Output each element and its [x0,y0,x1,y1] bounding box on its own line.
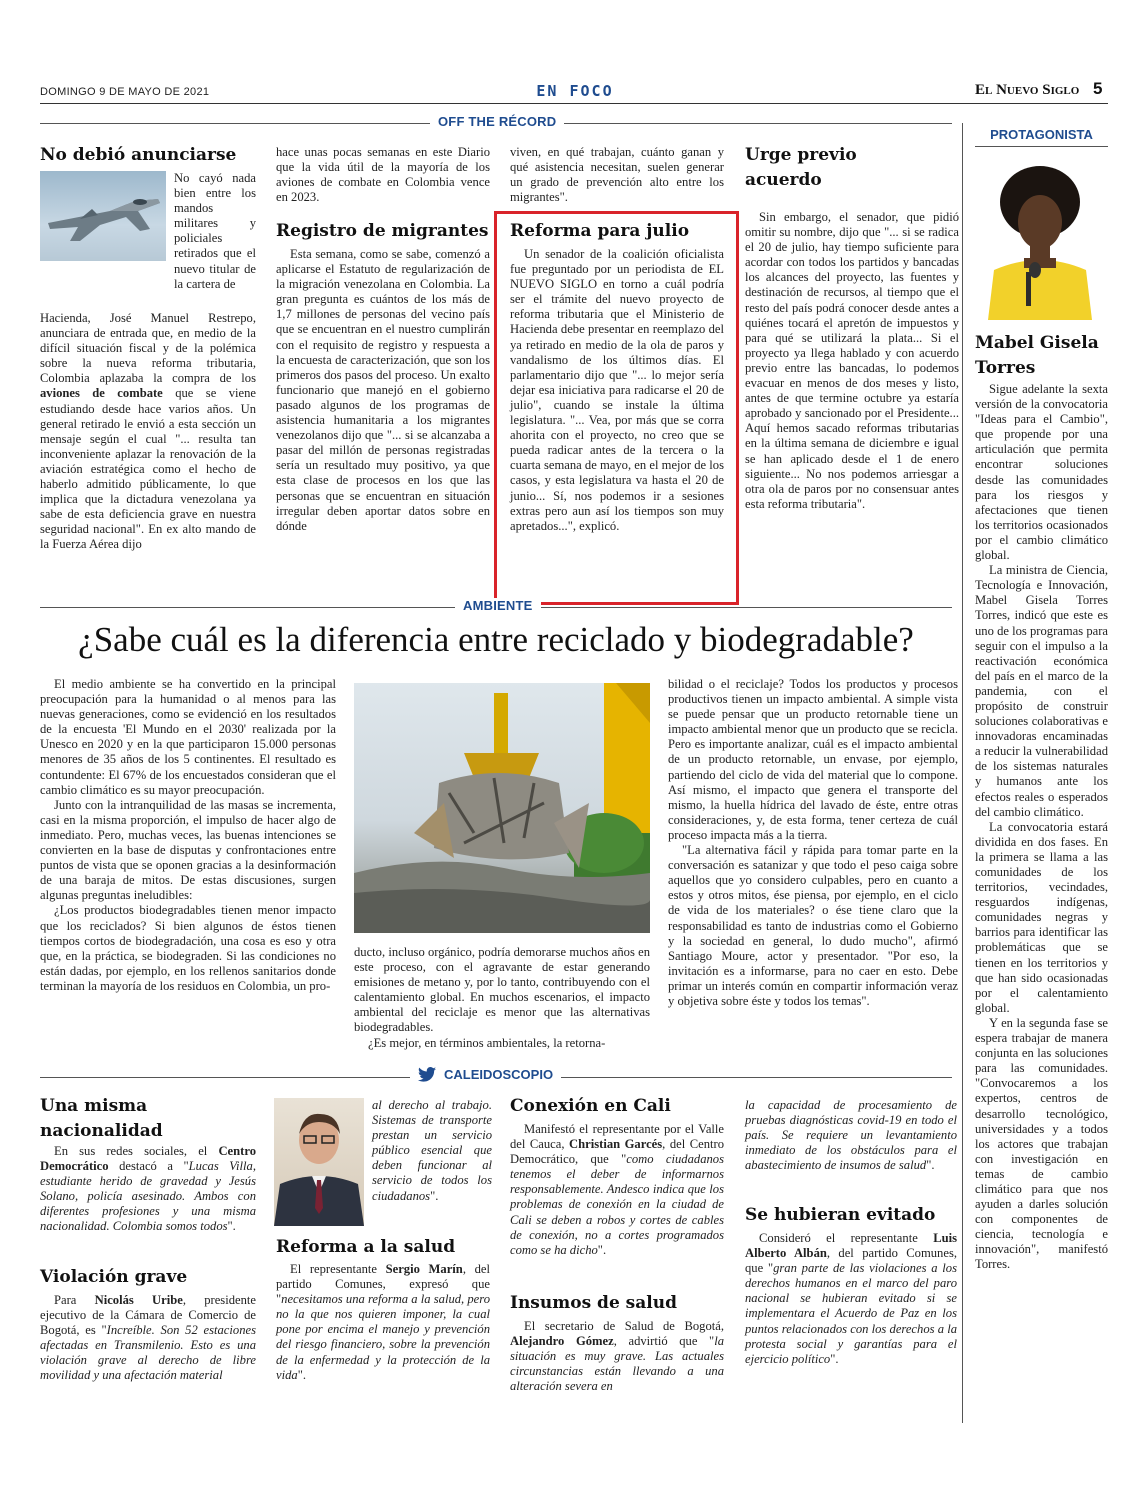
caleido-col4-top-text: la capacidad de procesamiento de pruebas diagnósticas covid-19 en todo el país. Se requiere un levantamiento inmediato de los obstáculos para el abastecimiento de insumos de salud [745,1098,957,1173]
ambiente-col2 [354,945,650,1051]
conexion-b1: Christian Garcés [569,1137,663,1152]
violacion-t2: , presidente ejecutivo de la Cámara de Comercio de Bogotá, es " [40,1293,256,1338]
ambiente-col2-p2: ¿Es mejor, en términos ambientales, la retorna- [368,1035,606,1050]
una-misma-title: Una misma nacionalidad [40,1096,163,1141]
violacion-i1: Increíble. Son 52 estaciones afectadas en Transmilenio. Esto es una violación grave al derecho de libre movilidad y una afectación material [40,1323,256,1383]
header-rule [40,103,1108,104]
una-misma-t2: destacó a " [108,1159,189,1174]
otr-col2-title: Registro de migrantes [276,221,489,241]
una-misma-b1: Centro Democrático [40,1144,256,1174]
ambiente-col1-p2: Junto con la intranquilidad de las masas se incrementa, casi en la misma proporción, el impulso de hacer algo de inmediato. Pero, muchas veces, las buenas intenciones se convierten en la base de disputas y confrontaciones entre puntos de vista que se oponen gracias a la desinformación de una baraja de mitos. De estas discusiones, surgen algunas preguntas ineludibles: [40,797,336,903]
otr-col1-wrap-text: No cayó nada bien entre los mandos militares y policiales retirados que el nuevo titular de la cartera de [174,171,256,291]
caleido-col2-top [372,1098,492,1204]
se-hubieran-i1: gran parte de las violaciones a los derechos humanos en el marco del paro nacional se hubieran evitado si se implementara el Acuerdo de Paz en los puntos relacionados con los derechos a la protesta social y garantías para el ejercicio político [745,1261,957,1366]
reforma-salud-text [276,1262,490,1383]
violacion-b1: Nicolás Uribe [94,1293,183,1307]
una-misma-body [40,1144,256,1235]
section-label-off-the-record: OFF THE RÉCORD [430,114,564,129]
una-misma-t1: En sus redes sociales, el [54,1144,219,1158]
una-misma-t3: ". [227,1219,236,1234]
violacion-text [40,1293,256,1384]
reforma-salud-body [276,1262,490,1383]
otr-col2-body [276,247,490,534]
protagonista-body [975,382,1108,1273]
conexion-title: Conexión en Cali [510,1096,671,1116]
otr-col4-title: Urge previo acuerdo [745,145,857,190]
protagonista-p1: Sigue adelante la sexta versión de la convocatoria "Ideas para el Cambio", que propende por una articulación que permita encontrar soluciones desde las comunidades para los riesgos y afectaciones que tienen los territorios ocasionados por el cambio climático global. [975,382,1108,563]
conexion-t2: , del Centro Democrático, que " [510,1137,725,1167]
otr-col3-body [510,247,724,534]
insumos-t2: , advirtió que " [613,1334,715,1349]
ambiente-col1-p3: ¿Los productos biodegradables tienen menor impacto que los reciclados? Si bien algunos de éstos tienen tiempos cortos de biodegradación, una cosa es eso y otra que, en la práctica, se biodegraden. Si las condiciones no están dadas, por ejemplo, en los rellenos sanitarios donde terminan la mayoría de los residuos en Colombia, un pro- [40,903,336,993]
caleido-col2-top-text: al derecho al trabajo. Sistemas de transporte prestan un servicio público esencial que deben funcionar al servicio de todos los ciudadanos [372,1098,492,1203]
otr-col1-body-bold: aviones de combate [40,386,163,401]
right-column-divider [962,123,963,1423]
header-date: DOMINGO 9 DE MAYO DE 2021 [40,86,210,98]
ambiente-col1 [40,677,336,994]
insumos-i1: la situación es muy grave. Las actuales circunstancias están llevando a una alteración severa en [510,1334,724,1394]
una-misma-text [40,1144,256,1235]
protagonista-p3: La convocatoria estará dividida en dos fases. En la primera se llama a las comunidades de los territorios, vecindades, resguardos indígenas, comunidades negras y barrios para identificar las problemáticas que se tienen en los territorios y que han sido ocasionadas por el calentamiento global. [975,819,1108,1015]
conexion-text [510,1122,724,1258]
otr-col1-body [40,311,256,553]
violacion-body [40,1293,256,1384]
protagonista-p2: La ministra de Ciencia, Tecnología e Innovación, Mabel Gisela Torres Torres, indicó que este es uno de los programas para seguir con el impulso a la reactivación económica del país en el marco de la pandemia, con el propósito de construir soluciones colaborativas e innovadoras encaminadas a reducir la vulnerabilidad de los sistemas naturales y humanos ante los efectos reales o esperados del cambio climático. [975,563,1108,819]
reforma-salud-i1: necesitamos una reforma a la salud, pero no la que nos quieren imponer, la cual pone por encima el manejo y prevención del riesgo financiero, sobre la prevención de la enfermedad y la protección de la vida [276,1292,490,1382]
twitter-bird-icon [418,1067,436,1082]
ambiente-col1-p1: El medio ambiente se ha convertido en la principal preocupación para la humanidad o al menos para las nuevas generaciones, como se evidenció en los resultados de la encuesta 'El Mundo en el 2030' realizada por la Unesco en 2020 y en la que participaron 15.000 personas menores de 35 años de los 5 continentes. El resultado es contundente: El 67% de los encuestados consideran que el cambio climático es su mayor preocupación. [40,677,336,797]
ambiente-headline: ¿Sabe cuál es la diferencia entre reciclado y biodegradable? [78,620,914,659]
otr-col3-title: Reforma para julio [510,221,690,241]
se-hubieran-t2: , del partido Comunes, que " [745,1246,957,1276]
otr-col3-continuation: viven, en qué trabajan, cuánto ganan y qué asistencia necesitan, suelen generar un grado de prevención alto entre los migrantes". [510,145,724,205]
caleido-col4-top-close: ". [926,1158,935,1173]
otr-col1-body-start: Hacienda, José Manuel Restrepo, anunciara de entrada que, en medio de la difícil situación fiscal y de la polémica sobre la nueva reforma tributaria, Colombia aplazaba la compra de los [40,311,256,386]
se-hubieran-t3: ". [830,1351,839,1366]
conexion-t3: ". [597,1242,607,1257]
protagonista-name: Mabel Gisela Torres [975,333,1099,378]
reforma-salud-b1: Sergio Marín [385,1262,463,1276]
insumos-body [510,1319,724,1394]
section-label-ambiente: AMBIENTE [455,598,541,613]
masthead: El Nuevo Siglo [975,82,1080,98]
violacion-title: Violación grave [40,1267,188,1287]
ambiente-col3-p2: "La alternativa fácil y rápida para tomar parte en la conversación es satanizar y que todo el peso caiga sobre aquellos que yo considero culpables, pero en cuanto a estos y otros mitos, ése piensa, por ejemplo, en el ciclo de vida de los materiales? o ése tiene claro que la responsabilidad es tanto de industrias como el Gobierno y la sociedad en general, lo dudo mucho", afirmó Santiago Moure, actor y presentador. "Por eso, la invitación es a informarse, para no caer en esto. Debe primar un interés común en compartir información veraz y objetiva sobre éste y todos los temas". [668,843,958,1008]
header-section: EN FOCO [536,82,614,100]
ambiente-col3 [668,677,958,1009]
otr-col4-body-text: Sin embargo, el senador, que pidió omitir su nombre, dijo que "... si se radica el 20 de julio, hay tiempo suficiente para acordar con todos los partidos y bancadas los alcances del proyecto, las fuentes y destinación de recursos, al tiempo que el resto del país podrá conocer desde antes a quiénes tocará el apretón de impuestos y para qué se utilizará la plata... Si el proyecto ya llega hablado y con acuerdo previo entre las bancadas, lo podemos evacuar en menos de dos meses y listo, antes de que termine octubre ya estaría aprobado y sancionado por el Presidente... Aquí hemos sacado reformas tributarias en la última semana de diciembre e igual se han aplicado desde el 1 de enero siguiente... No nos podemos arriesgar a otra ola de paros por no consensuar antes esta reforma tributaria". [745,210,959,511]
conexion-i1: como ciudadanos tenemos el deber de informarnos responsablemente. Andesco indica que los problemas de conexión en la ciudad de Cali se deben a robos y cortes de cables de conexión, no a cortes programados como se ha dicho [510,1152,724,1257]
recycling-crane-photo [354,683,650,933]
reforma-salud-t3: ". [297,1367,306,1382]
caleidoscopio-label-wrap [410,1067,561,1082]
conexion-t1: Manifestó el representante por el Valle del Cauca, [510,1122,724,1152]
fighter-jet-photo [40,171,166,261]
protagonista-p4: Y en la segunda fase se espera trabajar de manera conjunta en las soluciones para las comunidades. "Convocaremos a los expertos, centros de desarrollo tecnológico, universidades y a todos los actores que trabajan con investigación en temas de cambio climático para que nos ayuden a darles solución con componentes de ciencia, tecnología e innovación", manifestó Torres. [975,1015,1108,1272]
se-hubieran-body [745,1231,957,1367]
protagonista-rule [975,146,1108,147]
protagonista-label: PROTAGONISTA [990,127,1093,142]
se-hubieran-text [745,1231,957,1367]
insumos-text [510,1319,724,1394]
ambiente-col2-p1: ducto, incluso orgánico, podría demorarse muchos años en este proceso, con el agravante de estar generando emisiones de metano y, por lo tanto, contribuyendo con el calentamiento global. En muchos escenarios, el impacto ambiental del reciclaje es menor que las alternativas biodegradables. [354,945,650,1035]
insumos-title: Insumos de salud [510,1293,677,1313]
se-hubieran-b1: Luis Alberto Albán [745,1231,957,1261]
protagonista-photo [980,160,1100,320]
otr-col1-body-end: que se viene estudiando desde hace varios años. Un general retirado le envió a esta sección un mensaje según el cual "... resulta tan inconveniente aplazar la renovación de la aviación estratégica como el hecho de haberlo admitido públicamente, lo que implica que la dictadura venezolana ya sabe de esta deficiencia grave en nuestra seguridad nacional". En ex alto mando de la Fuerza Aérea dijo [40,386,256,552]
insumos-b1: Alejandro Gómez [510,1334,614,1349]
page-number: 5 [1093,79,1103,98]
section-label-caleidoscopio: CALEIDOSCOPIO [444,1067,554,1082]
violacion-t1: Para [54,1293,95,1307]
caleido-col4-top [745,1098,957,1173]
otr-col2-body-text: Esta semana, como se sabe, comenzó a aplicarse el Estatuto de regularización de la migración venezolana en Colombia. La gran pregunta es cuántos de los más de 1,7 millones de personas del vecino país que se encuentran en el nuestro cumplirán con el requisito de registro y respuesta a la encuesta de caracterización, que son los primeros dos pasos del proceso. Un exalto funcionario que manejó en el gobierno pasado algunos de los programas de asistencia humanitaria a los migrantes venezolanos dijo que "... si se alcanzaba a pasar del millón de personas registradas sería un resultado muy positivo, ya que esta clase de procesos en los que las personas que se encuentran en situación irregular deben aportar datos sobre en dónde [276,247,490,533]
ambiente-col3-p1: bilidad o el reciclaje? Todos los productos y procesos productivos tienen un impacto ambiental. A simple vista se puede pensar que un producto retornable tiene un impacto ambiental menor que un producto que se recicla. Pero es importante analizar, cuál es el impacto ambiental de un producto retornable, un envase, por ejemplo, partiendo del ciclo de vida del material que lo compone. Así mismo, el impacto que genera el transporte del mismo, la huella hídrica del lavado de éste, entre otras consideraciones, y, de esta forma, tener certeza de cuál proceso impacta más a la tierra. [668,677,958,842]
se-hubieran-t1: Consideró el representante [759,1231,934,1245]
otr-col3-body-text: Un senador de la coalición oficialista fue preguntado por un periodista de EL NUEVO SIGLO en torno a cuál podría ser el trámite del nuevo proyecto de reforma tributaria que el Ministerio de Hacienda debe presentar en reemplazo del ya retirado en medio de la ola de paros y vandalismo de los últimos días. El parlamentario dijo que "... lo mejor sería dejar esa iniciativa para radicarse el 20 de julio", cuando se instale la última legislatura. "... Vea, por más que se corra ahorita con el proyecto, no creo que se pueda radicar antes de la tercera o la cuarta semana de mayo, en el mejor de los casos, y esta legislatura va hasta el 20 de junio... Sí, nos podemos ir a sesiones extras pero aun así los tiempos son muy apretados...", explicó. [510,247,724,533]
insumos-t1: El secretario de Salud de Bogotá, [524,1319,724,1333]
reforma-salud-t1: El representante [290,1262,386,1276]
reforma-salud-title: Reforma a la salud [276,1237,456,1257]
otr-col1-title: No debió anunciarse [40,145,237,165]
una-misma-i1: Lucas Villa, estudiante herido de gravedad y Jesús Solano, policía asesinado. Ambos con diferentes profesiones y una misma nacionalidad. Colombia somos todos [40,1159,256,1234]
man-portrait-photo [274,1098,364,1226]
se-hubieran-title: Se hubieran evitado [745,1205,936,1225]
otr-col2-continuation: hace unas pocas semanas en este Diario que la vida útil de la mayoría de los aviones de combate en Colombia vence en 2023. [276,145,490,205]
caleido-col2-top-close: ". [430,1188,439,1203]
otr-col4-body [745,210,959,512]
reforma-salud-t2: , del partido Comunes, expresó que " [276,1262,490,1307]
conexion-body [510,1122,724,1258]
